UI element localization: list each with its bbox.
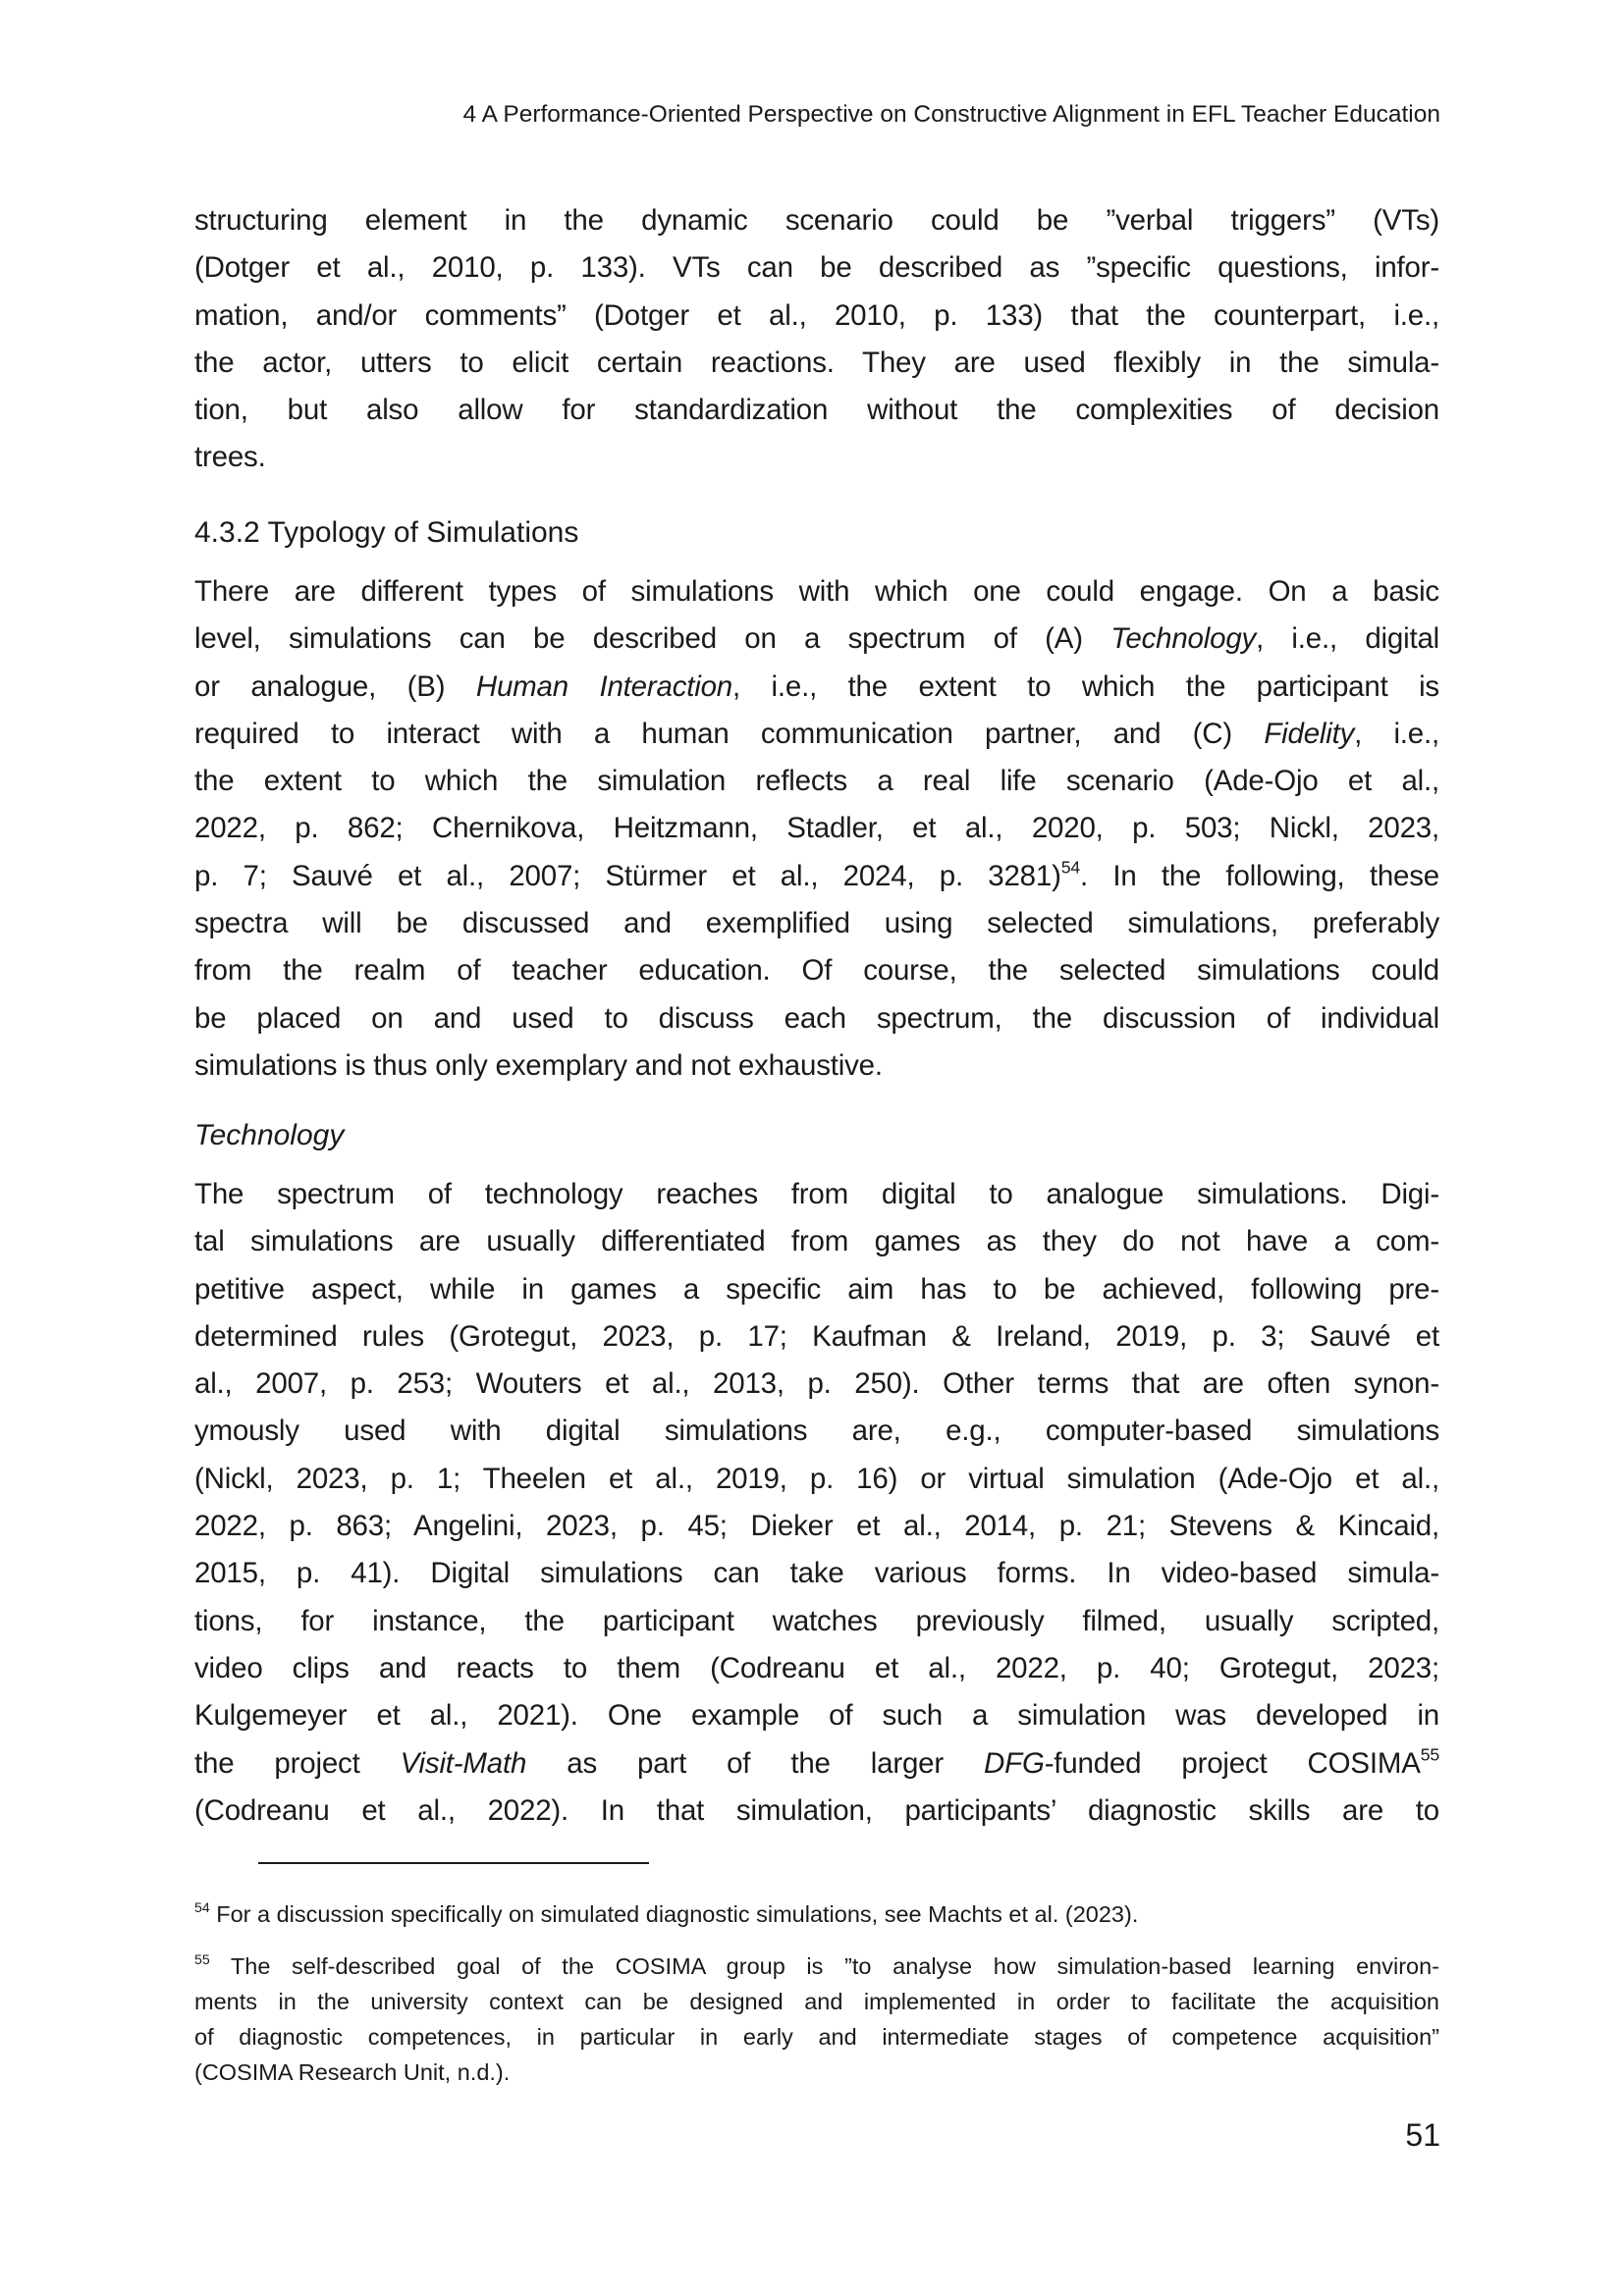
text-line: (COSIMA Research Unit, n.d.).: [194, 2059, 511, 2085]
text-segment: as part of the larger: [526, 1746, 985, 1780]
text-line: (Nickl, 2023, p. 1; Theelen et al., 2019, p. 16) or virtual simulation (Ade-Ojo et al.,: [194, 1462, 1439, 1495]
text-line: trees.: [194, 441, 266, 474]
text-line: be placed on and used to discuss each spectrum, the discussion of individual: [194, 1001, 1439, 1035]
text-segment: p. 7; Sauvé et al., 2007; Stürmer et al., 2024, p. 3281): [194, 859, 1061, 892]
footnote-reference: 55: [194, 1951, 210, 1968]
text-line: 2022, p. 863; Angelini, 2023, p. 45; Dieker et al., 2014, p. 21; Stevens & Kincaid,: [194, 1510, 1439, 1543]
text-line: petitive aspect, while in games a specific aim has to be achieved, following pre-: [194, 1272, 1439, 1306]
footnote-reference: 54: [1060, 857, 1081, 878]
italic-term: Technology: [1110, 622, 1257, 656]
text-line: [194, 615, 1439, 663]
footnote-reference: 55: [1420, 1744, 1439, 1765]
text-segment: , i.e.,: [1354, 717, 1440, 750]
text-line: of diagnostic competences, in particular in early and intermediate stages of competence acquisition”: [194, 2024, 1439, 2050]
text-line: tion, but also allow for standardization without the complexities of decision: [194, 394, 1439, 427]
text-segment: -funded project COSIMA: [1044, 1746, 1421, 1780]
italic-term: Visit-Math: [400, 1746, 527, 1780]
text-line: (Codreanu et al., 2022). In that simulation, participants’ diagnostic skills are to: [194, 1793, 1439, 1827]
text-line: tions, for instance, the participant watches previously filmed, usually scripted,: [194, 1604, 1439, 1637]
text-segment: The self-described goal of the COSIMA group is ”to analyse how simulation-based learning environ-: [209, 1953, 1439, 1979]
text-line: [194, 1949, 1439, 1984]
section-heading: 4.3.2 Typology of Simulations: [194, 516, 579, 549]
text-line: (Dotger et al., 2010, p. 133). VTs can be described as ”specific questions, infor-: [194, 251, 1439, 285]
text-line: There are different types of simulations with which one could engage. On a basic: [194, 575, 1439, 608]
text-line: from the realm of teacher education. Of course, the selected simulations could: [194, 954, 1439, 988]
text-segment: , i.e., the extent to which the participant is: [732, 669, 1439, 703]
text-segment: , i.e., digital: [1256, 622, 1439, 656]
italic-term: DFG: [984, 1746, 1045, 1780]
text-segment: or analogue, (B): [194, 669, 476, 703]
text-line: ymously used with digital simulations are, e.g., computer-based simulations: [194, 1415, 1439, 1448]
text-line: determined rules (Grotegut, 2023, p. 17; Kaufman & Ireland, 2019, p. 3; Sauvé et: [194, 1319, 1439, 1353]
footnote-55: [194, 1949, 1439, 2090]
text-line: [194, 1740, 1439, 1788]
text-line: structuring element in the dynamic scenario could be ”verbal triggers” (VTs): [194, 204, 1439, 237]
text-line: [194, 853, 1439, 900]
page-number: 51: [1405, 2117, 1440, 2153]
paragraph: [194, 568, 1439, 1090]
paragraph: [194, 197, 1439, 482]
text-line: [194, 711, 1439, 758]
text-line: [194, 664, 1439, 711]
text-line: 2015, p. 41). Digital simulations can take various forms. In video-based simula-: [194, 1557, 1439, 1590]
text-line: mation, and/or comments” (Dotger et al., 2010, p. 133) that the counterpart, i.e.,: [194, 298, 1439, 332]
text-line: 2022, p. 862; Chernikova, Heitzmann, Stadler, et al., 2020, p. 503; Nickl, 2023,: [194, 812, 1439, 845]
text-line: tal simulations are usually differentiated from games as they do not have a com-: [194, 1225, 1439, 1258]
text-line: simulations is thus only exemplary and not exhaustive.: [194, 1048, 883, 1082]
text-segment: . In the following, these: [1080, 859, 1439, 892]
text-segment: For a discussion specifically on simulated diagnostic simulations, see Machts et al. (2023).: [209, 1901, 1139, 1927]
text-segment: level, simulations can be described on a spectrum of (A): [194, 622, 1111, 656]
paragraph: [194, 1171, 1439, 1835]
text-segment: the project: [194, 1746, 401, 1780]
running-header: 4 A Performance-Oriented Perspective on Constructive Alignment in EFL Teacher Education: [462, 101, 1440, 128]
text-line: the actor, utters to elicit certain reactions. They are used flexibly in the simula-: [194, 346, 1439, 379]
text-line: al., 2007, p. 253; Wouters et al., 2013, p. 250). Other terms that are often synon-: [194, 1367, 1439, 1401]
text-line: the extent to which the simulation reflects a real life scenario (Ade-Ojo et al.,: [194, 765, 1439, 798]
text-line: The spectrum of technology reaches from digital to analogue simulations. Digi-: [194, 1178, 1439, 1210]
italic-term: Human Interaction: [475, 669, 733, 703]
footnote-54: [194, 1896, 1439, 1932]
subheading: Technology: [194, 1119, 345, 1151]
italic-term: Fidelity: [1264, 717, 1355, 750]
text-line: spectra will be discussed and exemplified using selected simulations, preferably: [194, 907, 1439, 940]
footnote-reference: 54: [194, 1899, 210, 1916]
text-line: Kulgemeyer et al., 2021). One example of such a simulation was developed in: [194, 1699, 1439, 1733]
text-segment: required to interact with a human communication partner, and (C): [194, 717, 1265, 750]
text-line: [194, 1896, 1439, 1932]
text-line: ments in the university context can be designed and implemented in order to facilitate the acquisition: [194, 1989, 1439, 2014]
footnote-separator: [258, 1862, 649, 1864]
text-line: video clips and reacts to them (Codreanu et al., 2022, p. 40; Grotegut, 2023;: [194, 1651, 1439, 1684]
